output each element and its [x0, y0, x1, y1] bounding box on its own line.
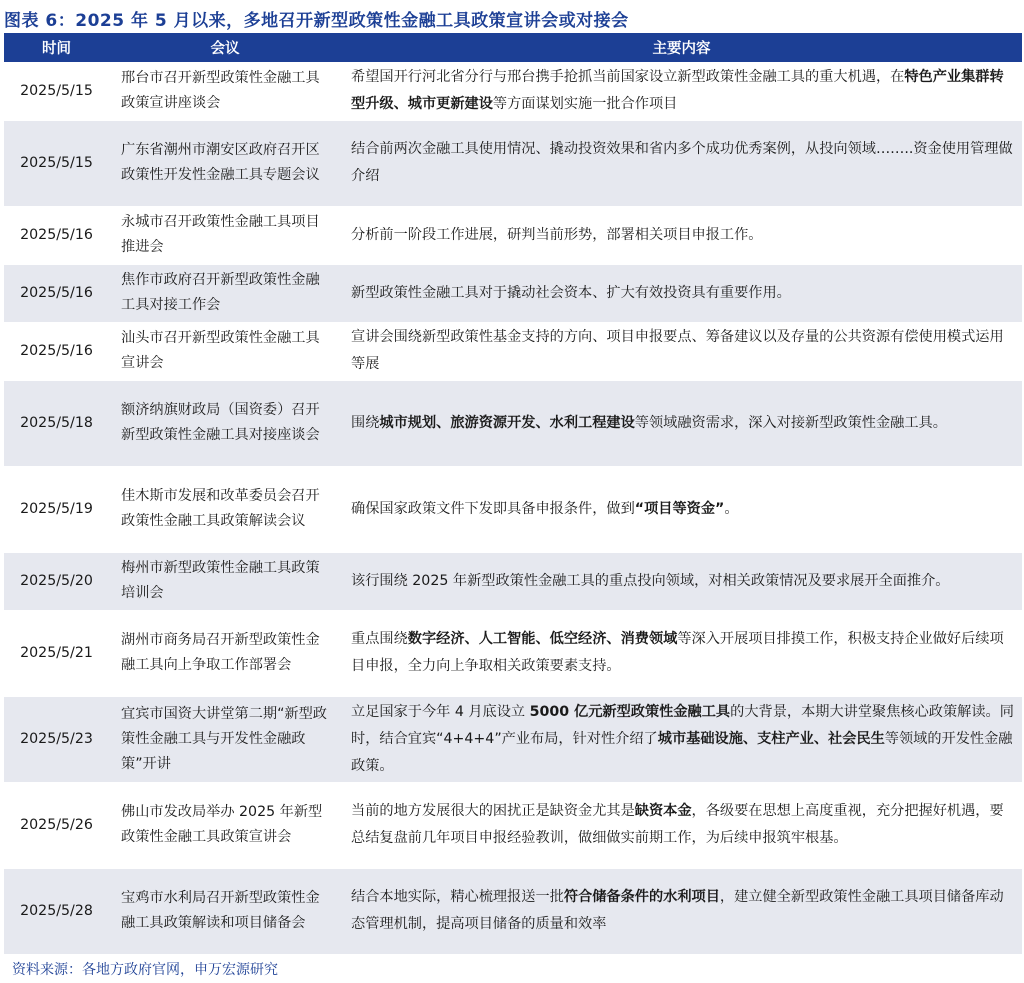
content-text: 宣讲会围绕新型政策性基金支持的方向、项目申报要点、筹备建议以及存量的公共资源有偿使用模式运用等展	[351, 329, 1004, 372]
header-time: 时间	[4, 33, 109, 62]
row-content	[341, 868, 1022, 954]
row-content	[341, 380, 1022, 466]
row-meeting: 梅州市新型政策性金融工具政策培训会	[109, 552, 341, 610]
row-date: 2025/5/20	[4, 552, 109, 610]
row-content	[341, 264, 1022, 322]
row-content	[341, 62, 1022, 120]
row-meeting: 永城市召开政策性金融工具项目推进会	[109, 206, 341, 264]
row-content	[341, 696, 1022, 782]
row-content	[341, 322, 1022, 380]
figure-title: 图表 6：2025 年 5 月以来，多地召开新型政策性金融工具政策宣讲会或对接会	[4, 11, 629, 31]
row-date: 2025/5/28	[4, 868, 109, 954]
row-meeting: 佛山市发改局举办 2025 年新型政策性金融工具政策宣讲会	[109, 782, 341, 868]
row-date: 2025/5/16	[4, 264, 109, 322]
table-header-row	[4, 33, 1022, 62]
content-text: ，建立健全新型政策性金融工具项目储备库动态管理机制，提高项目储备的质量和效率	[351, 889, 1004, 932]
content-text: 确保国家政策文件下发即具备申报条件，做到	[351, 500, 635, 517]
content-highlight: 符合储备条件的水利项目	[563, 889, 720, 905]
table-row	[4, 552, 1022, 610]
content-highlight: 5000 亿元新型政策性金融工具	[529, 703, 731, 720]
row-meeting: 佳木斯市发展和改革委员会召开政策性金融工具政策解读会议	[109, 466, 341, 552]
content-text: 立足国家于今年 4 月底设立	[351, 703, 530, 720]
content-highlight: 特色产业集群转型升级、城市更新建设	[351, 68, 1004, 112]
row-content	[341, 782, 1022, 868]
table-row	[4, 62, 1022, 120]
row-meeting: 宝鸡市水利局召开新型政策性金融工具政策解读和项目储备会	[109, 868, 341, 954]
row-meeting: 邢台市召开新型政策性金融工具政策宣讲座谈会	[109, 62, 341, 120]
policy-meetings-table	[4, 33, 1022, 955]
row-date: 2025/5/18	[4, 380, 109, 466]
row-date: 2025/5/15	[4, 62, 109, 120]
table-row	[4, 696, 1022, 782]
content-text: ，各级要在思想上高度重视，充分把握好机遇，要总结复盘前几年项目申报经验教训，做细做实前期工作，为后续申报筑牢根基。	[351, 803, 1004, 846]
header-content: 主要内容	[341, 33, 1022, 62]
content-text: 结合本地实际，精心梳理报送一批	[351, 889, 564, 905]
content-highlight: “项目等资金”	[634, 500, 725, 517]
row-date: 2025/5/15	[4, 120, 109, 206]
content-text: 等方面谋划实施一批合作项目	[492, 95, 678, 112]
content-text: 当前的地方发展很大的困扰正是缺资金尤其是	[351, 803, 635, 819]
content-text: 重点围绕	[351, 631, 408, 647]
table-row	[4, 380, 1022, 466]
content-text: 等领域融资需求，深入对接新型政策性金融工具。	[634, 414, 947, 431]
row-content	[341, 206, 1022, 264]
row-content	[341, 120, 1022, 206]
content-text: 结合前两次金融工具使用情况、撬动投资效果和省内多个成功优秀案例，从投向领域……..资金使用管理做介绍	[351, 141, 1013, 184]
content-text: 该行围绕 2025 年新型政策性金融工具的重点投向领域，对相关政策情况及要求展开全面推介。	[351, 572, 950, 589]
row-date: 2025/5/23	[4, 696, 109, 782]
row-meeting: 宜宾市国资大讲堂第二期“新型政策性金融工具与开发性金融政策”开讲	[109, 696, 341, 782]
row-date: 2025/5/26	[4, 782, 109, 868]
content-text: 分析前一阶段工作进展，研判当前形势，部署相关项目申报工作。	[351, 226, 763, 243]
row-meeting: 额济纳旗财政局（国资委）召开新型政策性金融工具对接座谈会	[109, 380, 341, 466]
row-date: 2025/5/16	[4, 322, 109, 380]
content-text: 希望国开行河北省分行与邢台携手抢抓当前国家设立新型政策性金融工具的重大机遇，在	[351, 68, 905, 85]
content-text: 围绕	[351, 414, 380, 431]
header-meeting: 会议	[109, 33, 341, 62]
table-row	[4, 868, 1022, 954]
table-row	[4, 466, 1022, 552]
table-row	[4, 206, 1022, 264]
content-text: 新型政策性金融工具对于撬动社会资本、扩大有效投资具有重要作用。	[351, 284, 791, 301]
table-row	[4, 322, 1022, 380]
row-meeting: 湖州市商务局召开新型政策性金融工具向上争取工作部署会	[109, 610, 341, 696]
row-meeting: 汕头市召开新型政策性金融工具宣讲会	[109, 322, 341, 380]
table-row	[4, 120, 1022, 206]
content-text: 等领域的开发性金融政策。	[351, 730, 1013, 774]
table-row	[4, 610, 1022, 696]
content-text: 等深入开展项目排摸工作，积极支持企业做好后续项目申报，全力向上争取相关政策要素支持。	[351, 631, 1004, 674]
row-meeting: 焦作市政府召开新型政策性金融工具对接工作会	[109, 264, 341, 322]
content-highlight: 缺资本金	[634, 803, 692, 819]
row-content	[341, 552, 1022, 610]
row-date: 2025/5/19	[4, 466, 109, 552]
content-highlight: 城市规划、旅游资源开发、水利工程建设	[379, 414, 635, 431]
row-date: 2025/5/21	[4, 610, 109, 696]
row-date: 2025/5/16	[4, 206, 109, 264]
content-highlight: 城市基础设施、支柱产业、社会民生	[657, 730, 885, 747]
table-row	[4, 264, 1022, 322]
content-text: 的大背景，本期大讲堂聚焦核心政策解读。同时，结合宜宾“4+4+4”产业布局，针对性介绍了	[351, 703, 1014, 747]
table-row	[4, 782, 1022, 868]
row-content	[341, 466, 1022, 552]
row-meeting: 广东省潮州市潮安区政府召开区政策性开发性金融工具专题会议	[109, 120, 341, 206]
source-note: 资料来源：各地方政府官网，申万宏源研究	[12, 962, 278, 978]
content-text: 。	[724, 500, 739, 517]
row-content	[341, 610, 1022, 696]
content-highlight: 数字经济、人工智能、低空经济、消费领域	[407, 631, 678, 647]
